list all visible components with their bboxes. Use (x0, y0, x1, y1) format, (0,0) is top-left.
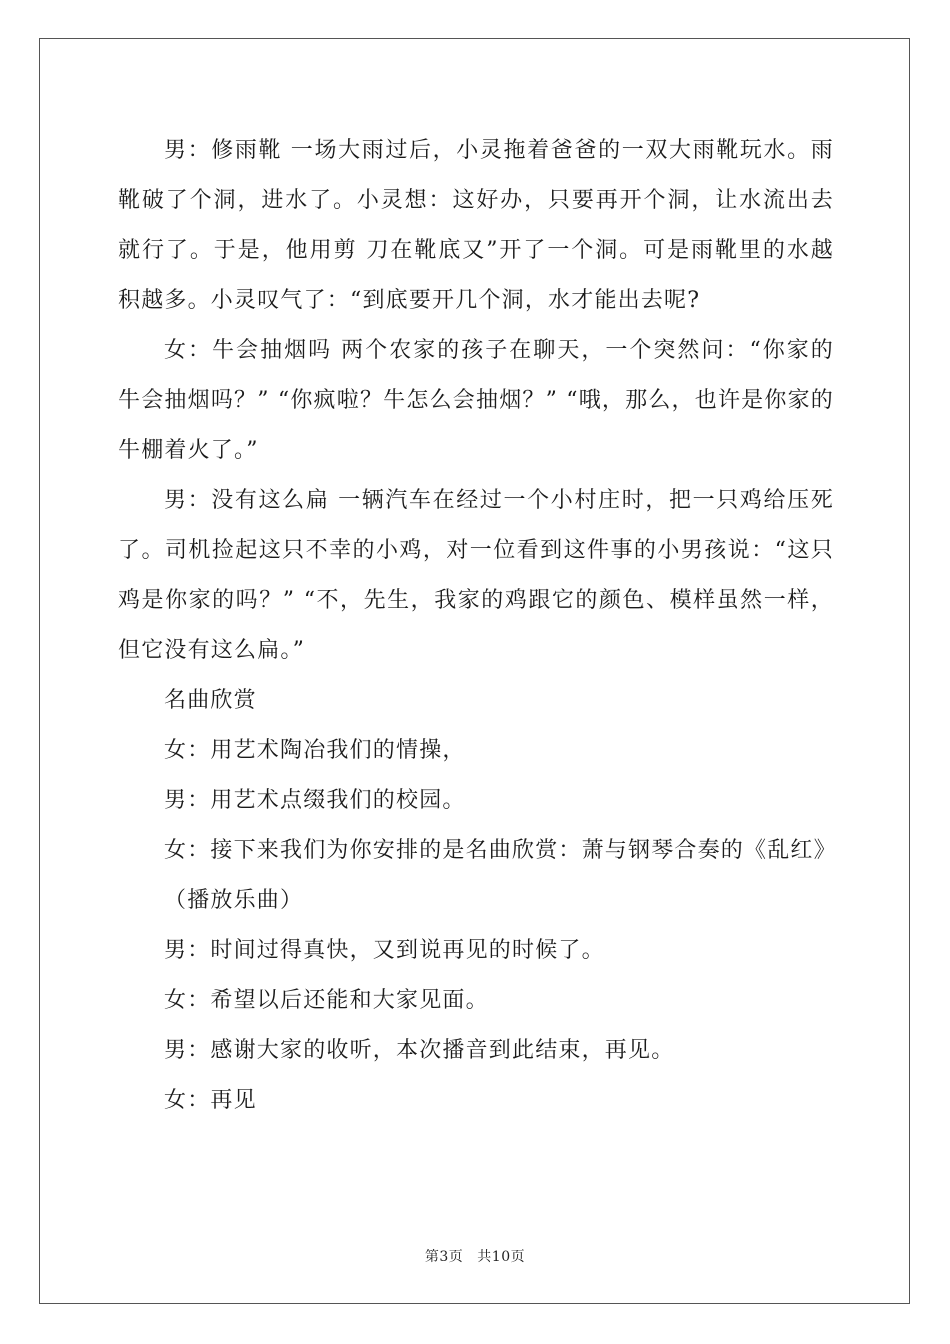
paragraph-female-line-4: 女：再见 (164, 1088, 257, 1113)
document-body (118, 126, 837, 1126)
paragraph-female-line-2: 女：接下来我们为你安排的是名曲欣赏：萧与钢琴合奏的《乱红》 (164, 838, 837, 863)
page-footer (0, 1246, 950, 1266)
paragraph-joke-smoking-cow: 女：牛会抽烟吗 两个农家的孩子在聊天，一个突然问：“你家的牛会抽烟吗？” “你疯啦？牛怎么会抽烟？” “哦，那么，也许是你家的牛棚着火了。” (118, 338, 834, 463)
paragraph-stage-direction: （播放乐曲） (164, 888, 304, 913)
paragraph-joke-rain-boots: 男：修雨靴 一场大雨过后，小灵拖着爸爸的一双大雨靴玩水。雨靴破了个洞，进水了。小灵想：这好办，只要再开个洞，让水流出去就行了。于是，他用剪 刀在靴底又”开了一个洞。可是雨靴里的水越积越多。小灵叹气了：“到底要开几个洞，水才能出去呢? (118, 138, 834, 313)
page-number: 第3页 (424, 1249, 464, 1265)
paragraph-male-line-3: 男：感谢大家的收听，本次播音到此结束，再见。 (164, 1038, 675, 1063)
paragraph-male-line-2: 男：时间过得真快，又到说再见的时候了。 (164, 938, 605, 963)
paragraph-female-line-1: 女：用艺术陶冶我们的情操， (164, 738, 466, 763)
paragraph-male-line-1: 男：用艺术点缀我们的校园。 (164, 788, 466, 813)
paragraph-joke-flat-chicken: 男：没有这么扁 一辆汽车在经过一个小村庄时，把一只鸡给压死了。司机捡起这只不幸的小鸡，对一位看到这件事的小男孩说：“这只鸡是你家的吗？” “不，先生，我家的鸡跟它的颜色、模样虽然一样，但它没有这么扁。” (118, 488, 834, 663)
section-heading-famous-music: 名曲欣赏 (164, 688, 257, 713)
paragraph-female-line-3: 女：希望以后还能和大家见面。 (164, 988, 489, 1013)
page-total: 共10页 (477, 1249, 526, 1265)
